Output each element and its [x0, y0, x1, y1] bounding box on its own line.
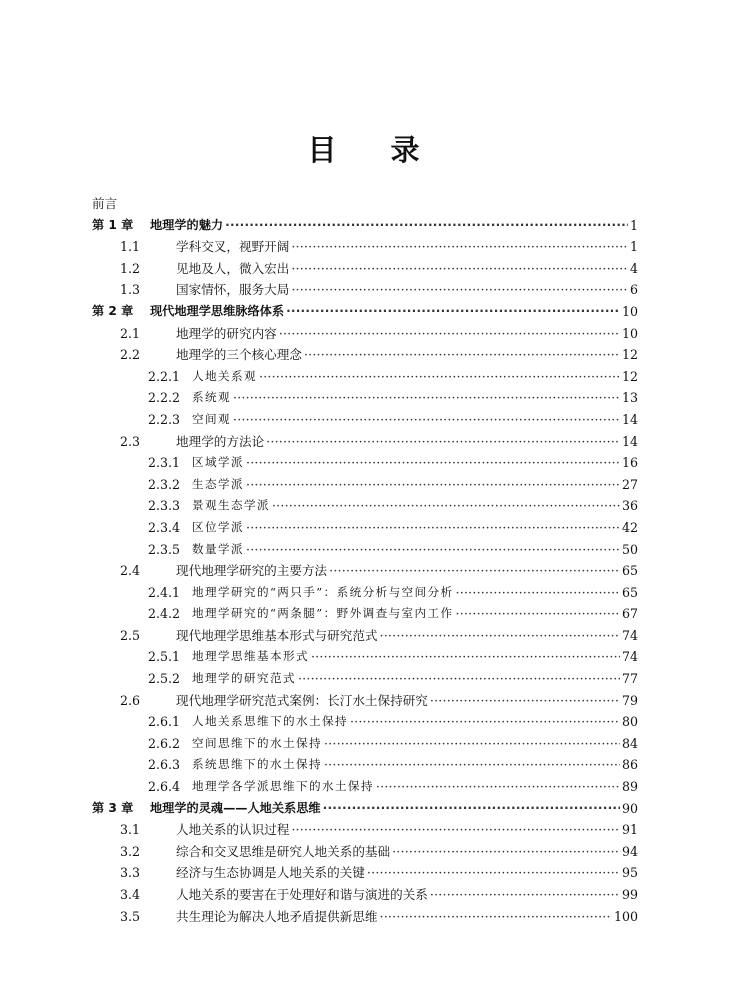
toc-dot-leader [456, 603, 620, 625]
toc-entry-title: 共生理论为解决人地矛盾提供新思维 [176, 908, 378, 924]
toc-dot-leader [246, 539, 620, 561]
toc-entry-page: 86 [621, 757, 638, 773]
toc-entry-page: 90 [621, 800, 638, 816]
toc-entry-title: 现代地理学思维基本形式与研究范式 [176, 627, 378, 643]
toc-entry-number: 第 2 章 [92, 303, 134, 318]
toc-entry-page: 12 [621, 347, 638, 363]
toc-entry-number: 2.2 [120, 347, 141, 363]
toc-entry-number: 第 1 章 [92, 217, 134, 232]
toc-entry-page: 89 [621, 779, 638, 795]
toc-section[interactable] [92, 323, 638, 345]
toc-entry-page: 91 [621, 822, 638, 838]
toc-dot-leader [246, 517, 620, 539]
toc-section[interactable] [92, 819, 638, 841]
toc-section[interactable] [92, 431, 638, 453]
toc-dot-leader [376, 776, 620, 798]
toc-dot-leader [392, 841, 620, 863]
toc-entry-title: 现代地理学研究范式案例：长汀水土保持研究 [176, 692, 428, 708]
toc-section[interactable] [92, 690, 638, 712]
toc-entry-title: 地理学的三个核心理念 [176, 347, 302, 363]
toc-dot-leader [286, 301, 620, 323]
page-title [0, 128, 729, 169]
toc-entry-title: 地理学思维基本形式 [192, 649, 309, 664]
toc-subsection[interactable] [92, 452, 638, 474]
toc-entry-page: 100 [613, 908, 638, 924]
toc-entry-page: 27 [621, 476, 638, 492]
toc-entry-number: 2.4.1 [148, 584, 181, 600]
toc-preface[interactable] [92, 193, 638, 215]
toc-entry-number: 2.3.3 [148, 498, 181, 514]
toc-entry-number: 2.4.2 [148, 606, 181, 622]
toc-entry-number: 2.3.4 [148, 519, 181, 535]
toc-dot-leader [324, 733, 620, 755]
toc-dot-leader [456, 582, 620, 604]
toc-dot-leader [233, 387, 620, 409]
toc-entry-page: 95 [621, 865, 638, 881]
title-char-2: 录 [390, 133, 422, 167]
toc-entry-page: 74 [621, 627, 638, 643]
toc-dot-leader [291, 819, 620, 841]
toc-entry-number: 2.6.2 [148, 735, 181, 751]
toc-entry-title: 人地关系的要害在于处理好和谐与演进的关系 [176, 887, 428, 902]
toc-entry-page: 6 [629, 282, 638, 298]
toc-entry-number: 2.2.3 [148, 411, 181, 427]
toc-entry-title: 区位学派 [192, 519, 244, 534]
toc-entry-title: 现代地理学思维脉络体系 [150, 303, 285, 318]
toc-entry-title: 现代地理学研究的主要方法 [176, 563, 328, 579]
toc-entry-number: 2.3.1 [148, 455, 181, 471]
toc-dot-leader [291, 279, 628, 301]
toc-entry-title: 人地关系观 [192, 368, 257, 383]
toc-entry-title: 空间观 [192, 411, 231, 426]
toc-subsection[interactable] [92, 539, 638, 561]
toc-entry-title: 学科交叉，视野开阔 [176, 239, 290, 255]
toc-dot-leader [279, 323, 620, 345]
toc-section[interactable] [92, 862, 638, 884]
toc-entry-page: 14 [621, 411, 638, 427]
toc-dot-leader [380, 906, 612, 928]
toc-entry-number: 3.2 [120, 843, 141, 859]
toc-entry-page: 65 [621, 584, 638, 600]
toc-entry-page: 1 [629, 217, 638, 233]
toc-entry-title: 地理学的灵魂——人地关系思维 [150, 800, 321, 815]
toc-entry-number: 2.5.2 [148, 671, 181, 687]
toc-entry-title: 经济与生态协调是人地关系的关键 [176, 865, 365, 881]
toc-subsection[interactable] [92, 603, 638, 625]
toc-entry-number: 2.2.2 [148, 390, 181, 406]
toc-entry-number: 2.6 [120, 692, 141, 708]
toc-entry-title: 地理学的研究范式 [192, 671, 296, 686]
toc-entry-page: 16 [621, 455, 638, 471]
toc-subsection[interactable] [92, 409, 638, 431]
toc-dot-leader [430, 884, 620, 906]
toc-entry-page: 4 [629, 260, 638, 276]
toc-entry-number: 2.4 [120, 563, 141, 579]
toc-section[interactable] [92, 625, 638, 647]
toc-dot-leader [225, 215, 628, 237]
toc-entry-number: 2.5.1 [148, 649, 181, 665]
toc-entry-page: 84 [621, 735, 638, 751]
toc-dot-leader [380, 625, 620, 647]
toc-section[interactable] [92, 279, 638, 301]
toc-entry-number: 2.2.1 [148, 368, 181, 384]
toc-entry-title: 人地关系思维下的水土保持 [192, 714, 348, 729]
toc-preface-label: 前言 [92, 196, 118, 211]
toc-entry-number: 2.3.2 [148, 476, 181, 492]
toc-entry-title: 地理学研究的“两只手”：系统分析与空间分析 [192, 584, 454, 599]
toc-dot-leader [311, 646, 620, 668]
toc-entry-number: 3.3 [120, 865, 141, 881]
toc-entry-title: 系统观 [192, 390, 231, 405]
toc-entry-title: 生态学派 [192, 476, 244, 491]
toc-entry-title: 地理学研究的“两条腿”：野外调查与室内工作 [192, 606, 454, 621]
toc-dot-leader [291, 258, 628, 280]
toc-entry-page: 99 [621, 887, 638, 902]
toc-section[interactable] [92, 906, 638, 928]
toc-dot-leader [367, 862, 620, 884]
toc-entry-title: 地理学的魅力 [150, 217, 224, 232]
toc-section[interactable] [92, 884, 638, 906]
toc-subsection[interactable] [92, 387, 638, 409]
toc-entry-number: 2.5 [120, 627, 141, 643]
toc-subsection[interactable] [92, 582, 638, 604]
toc-entry-title: 地理学的方法论 [176, 433, 265, 449]
toc-dot-leader [298, 668, 620, 690]
toc-entry-page: 50 [621, 541, 638, 557]
toc-entry-title: 数量学派 [192, 541, 244, 556]
toc-entry-page: 10 [621, 303, 638, 319]
toc-entry-number: 2.6.1 [148, 714, 181, 730]
toc-entry-page: 65 [621, 563, 638, 579]
toc-entry-title: 地理学各学派思维下的水土保持 [192, 779, 374, 794]
toc-dot-leader [291, 236, 628, 258]
toc-entry-page: 67 [621, 606, 638, 622]
toc-dot-leader [259, 366, 620, 388]
toc-dot-leader [233, 409, 620, 431]
toc-dot-leader [246, 474, 620, 496]
toc-section[interactable] [92, 236, 638, 258]
toc-entry-title: 区域学派 [192, 455, 244, 470]
toc-subsection[interactable] [92, 495, 638, 517]
toc-chapter[interactable] [92, 301, 638, 323]
toc-entry-page: 1 [629, 239, 638, 255]
table-of-contents [92, 193, 638, 927]
toc-entry-title: 地理学的研究内容 [176, 325, 277, 341]
toc-subsection[interactable] [92, 366, 638, 388]
toc-subsection[interactable] [92, 733, 638, 755]
toc-entry-page: 12 [621, 368, 638, 384]
toc-entry-page: 36 [621, 498, 638, 514]
toc-entry-page: 10 [621, 325, 638, 341]
toc-entry-page: 94 [621, 843, 638, 859]
toc-subsection[interactable] [92, 776, 638, 798]
toc-entry-number: 1.1 [120, 239, 141, 255]
toc-entry-title: 景观生态学派 [192, 498, 270, 513]
toc-entry-title: 见地及人，微入宏出 [176, 260, 290, 276]
toc-section[interactable] [92, 841, 638, 863]
toc-dot-leader [329, 560, 620, 582]
toc-subsection[interactable] [92, 517, 638, 539]
toc-entry-page: 74 [621, 649, 638, 665]
toc-entry-number: 1.2 [120, 260, 141, 276]
toc-entry-number: 1.3 [120, 282, 141, 298]
toc-entry-page: 14 [621, 433, 638, 449]
toc-entry-number: 第 3 章 [92, 800, 134, 815]
toc-subsection[interactable] [92, 668, 638, 690]
toc-entry-title: 国家情怀，服务大局 [176, 282, 290, 298]
toc-dot-leader [430, 690, 620, 712]
toc-chapter[interactable] [92, 215, 638, 237]
toc-entry-page: 79 [621, 692, 638, 708]
toc-dot-leader [350, 711, 620, 733]
toc-entry-number: 2.1 [120, 325, 141, 341]
toc-subsection[interactable] [92, 754, 638, 776]
toc-dot-leader [324, 754, 620, 776]
toc-dot-leader [272, 495, 620, 517]
toc-entry-page: 77 [621, 671, 638, 687]
toc-entry-number: 2.3 [120, 433, 141, 449]
toc-chapter[interactable] [92, 798, 638, 820]
toc-subsection[interactable] [92, 711, 638, 733]
toc-entry-number: 3.1 [120, 822, 141, 838]
toc-entry-number: 2.6.4 [148, 779, 181, 795]
toc-entry-page: 42 [621, 519, 638, 535]
toc-subsection[interactable] [92, 474, 638, 496]
toc-entry-title: 人地关系的认识过程 [176, 822, 290, 838]
toc-dot-leader [246, 452, 620, 474]
toc-entry-title: 空间思维下的水土保持 [192, 735, 322, 750]
toc-entry-title: 系统思维下的水土保持 [192, 757, 322, 772]
toc-section[interactable] [92, 344, 638, 366]
toc-subsection[interactable] [92, 646, 638, 668]
toc-section[interactable] [92, 258, 638, 280]
toc-entry-title: 综合和交叉思维是研究人地关系的基础 [176, 843, 391, 859]
toc-dot-leader [323, 798, 620, 820]
title-char-1: 目 [307, 133, 339, 167]
toc-entry-number: 3.5 [120, 908, 141, 924]
toc-entry-number: 2.3.5 [148, 541, 181, 557]
toc-entry-number: 3.4 [120, 887, 141, 902]
toc-dot-leader [266, 431, 620, 453]
toc-section[interactable] [92, 560, 638, 582]
toc-dot-leader [304, 344, 620, 366]
toc-entry-number: 2.6.3 [148, 757, 181, 773]
toc-entry-page: 80 [621, 714, 638, 730]
toc-entry-page: 13 [621, 390, 638, 406]
